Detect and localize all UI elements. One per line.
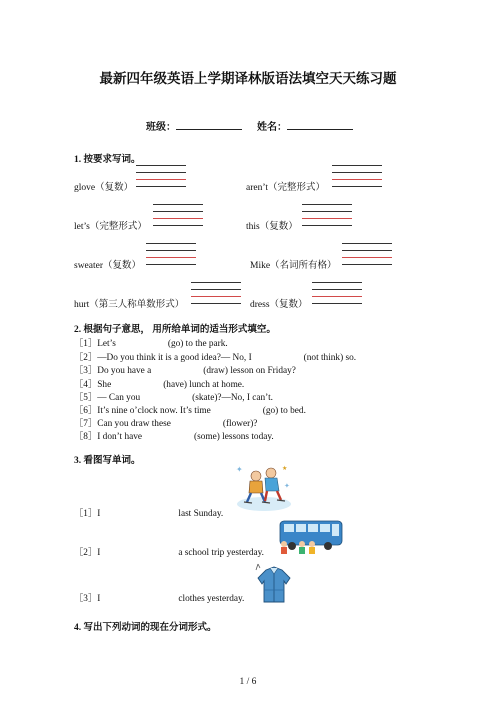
- question-num: ［3］: [74, 366, 98, 376]
- star-icon: ★: [282, 466, 288, 472]
- bus-window: [308, 524, 318, 532]
- bus-wheel: [288, 542, 296, 550]
- writing-line[interactable]: [153, 225, 203, 226]
- question-line: ［5］— Can you (skate)?—No, I can’t.: [74, 393, 274, 403]
- child-head: [309, 541, 315, 547]
- writing-line: [312, 289, 362, 290]
- writing-line: [146, 257, 196, 258]
- question-num: ［7］: [74, 419, 98, 429]
- writing-line: [312, 282, 362, 283]
- section4-heading: 4. 写出下列动词的现在分词形式。: [74, 623, 217, 633]
- word-item: aren’t（完整形式）: [246, 183, 325, 193]
- question-line: ［1］Let’s (go) to the park.: [74, 339, 228, 349]
- writing-line: [153, 218, 203, 219]
- word-item: dress（复数）: [250, 300, 308, 310]
- class-blank[interactable]: [176, 119, 242, 130]
- question-num: ［3］: [74, 594, 98, 604]
- section1-heading: 1. 按要求写词。: [74, 155, 141, 165]
- bus-window: [320, 524, 330, 532]
- picture-question: ［3］I clothes yesterday.: [74, 594, 245, 604]
- bus-door: [332, 524, 339, 536]
- class-label: 班级：: [146, 122, 176, 133]
- question-line: ［6］It’s nine o’clock now. It’s time (go) to bed.: [74, 406, 306, 416]
- child-body: [265, 478, 279, 491]
- section2-heading: 2. 根据句子意思， 用所给单词的适当形式填空。: [74, 325, 276, 335]
- name-label: 姓名：: [257, 122, 287, 133]
- writing-line[interactable]: [342, 264, 392, 265]
- hanger-icon: [256, 564, 260, 570]
- child-body: [309, 547, 315, 554]
- writing-line: [136, 179, 186, 180]
- writing-line: [191, 289, 241, 290]
- question-num: ［1］: [74, 509, 98, 519]
- question-num: ［4］: [74, 380, 98, 390]
- writing-line: [146, 243, 196, 244]
- section3-heading: 3. 看图写单词。: [74, 456, 141, 466]
- question-num: ［8］: [74, 432, 98, 442]
- sparkle-icon: ✦: [284, 482, 290, 490]
- bus-window: [296, 524, 306, 532]
- picture-question: ［1］I last Sunday.: [74, 509, 224, 519]
- writing-line[interactable]: [146, 264, 196, 265]
- sparkle-icon: ✦: [236, 465, 243, 474]
- question-num: ［2］: [74, 548, 98, 558]
- writing-line: [191, 282, 241, 283]
- child-head: [281, 541, 287, 547]
- writing-line: [342, 257, 392, 258]
- question-num: ［2］: [74, 353, 98, 363]
- page-number: 1 / 6: [239, 677, 257, 687]
- writing-line: [191, 296, 241, 297]
- writing-line[interactable]: [312, 303, 362, 304]
- writing-line: [342, 243, 392, 244]
- child-body: [281, 547, 287, 554]
- writing-line: [332, 172, 382, 173]
- word-item: sweater（复数）: [74, 261, 142, 271]
- child-body: [249, 481, 263, 493]
- child-head: [299, 541, 305, 547]
- writing-line: [136, 165, 186, 166]
- word-item: Mike（名词所有格）: [250, 261, 337, 271]
- writing-line: [342, 250, 392, 251]
- class-field: [146, 118, 242, 133]
- child-head: [251, 471, 261, 481]
- bus-wheel: [324, 542, 332, 550]
- writing-line: [153, 211, 203, 212]
- question-line: ［4］She (have) lunch at home.: [74, 380, 245, 390]
- word-item: let’s（完整形式）: [74, 222, 147, 232]
- writing-line[interactable]: [136, 186, 186, 187]
- school-bus-illustration: [276, 515, 346, 555]
- writing-line: [146, 250, 196, 251]
- writing-line: [153, 204, 203, 205]
- writing-line: [136, 172, 186, 173]
- question-line: ［7］Can you draw these (flower)?: [74, 419, 258, 429]
- writing-line: [312, 296, 362, 297]
- writing-line: [302, 211, 352, 212]
- question-line: ［3］Do you have a (draw) lesson on Friday?: [74, 366, 296, 376]
- writing-line: [332, 179, 382, 180]
- skating-children-illustration: [232, 462, 296, 514]
- name-field: [257, 118, 353, 133]
- question-num: ［5］: [74, 393, 98, 403]
- word-item: hurt（第三人称单数形式）: [74, 300, 185, 310]
- question-num: ［6］: [74, 406, 98, 416]
- writing-line: [302, 218, 352, 219]
- writing-line[interactable]: [332, 186, 382, 187]
- page-title: 最新四年级英语上学期译林版语法填空天天练习题: [99, 71, 397, 86]
- name-blank[interactable]: [287, 119, 353, 130]
- writing-line[interactable]: [191, 303, 241, 304]
- jacket-illustration: [254, 560, 294, 606]
- picture-question: ［2］I a school trip yesterday.: [74, 548, 264, 558]
- word-item: glove（复数）: [74, 183, 134, 193]
- bus-window: [284, 524, 294, 532]
- writing-line[interactable]: [302, 225, 352, 226]
- writing-line: [302, 204, 352, 205]
- question-num: ［1］: [74, 339, 98, 349]
- child-head: [266, 468, 276, 478]
- child-body: [299, 547, 305, 554]
- question-line: ［2］—Do you think it is a good idea?— No, I (not think) so.: [74, 353, 357, 363]
- writing-line: [332, 165, 382, 166]
- word-item: this（复数）: [246, 222, 298, 232]
- question-line: ［8］I don’t have (some) lessons today.: [74, 432, 274, 442]
